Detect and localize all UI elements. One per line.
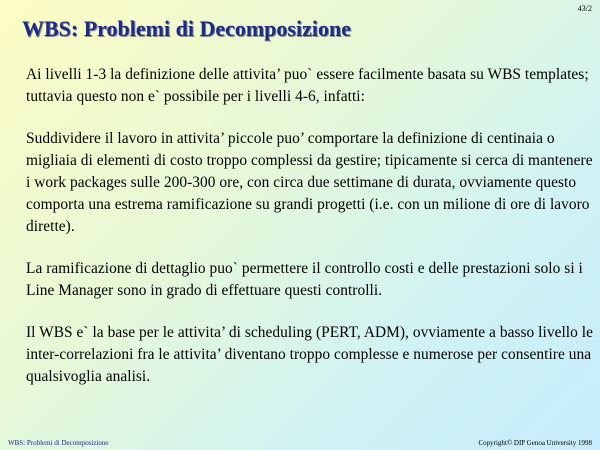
paragraph-intro: Ai livelli 1-3 la definizione delle attivita’ puo` essere facilmente basata su WBS templates; tuttavia questo non e` possibile per i livelli 4-6, infatti: bbox=[26, 66, 589, 105]
page-number: 43/2 bbox=[577, 4, 592, 13]
footer-title: WBS: Problemi di Decomposizione bbox=[8, 439, 109, 447]
slide-body bbox=[26, 64, 594, 408]
paragraph-work-packages: Suddividere il lavoro in attivita’ piccole puo’ comportare la definizione di centinaia o migliaia di elementi di costo troppo complessi da gestire; tipicamente si cerca di mantenere i work packages sulle 200-300 ore, con circa due settimane di durata, ovviamente questo comporta una estrema ramificazione su grandi progetti (i.e. con un milione di ore di lavoro dirette). bbox=[26, 130, 593, 235]
footer-copyright: Copyright© DIP Genoa University 1998 bbox=[478, 439, 592, 447]
paragraph-scheduling: Il WBS e` la base per le attivita’ di scheduling (PERT, ADM), ovviamente a basso livello le inter-correlazioni fra le attivita’ diventano troppo complesse e numerose per consentire una qualsivoglia analisi. bbox=[26, 324, 593, 385]
paragraph-cost-control: La ramificazione di dettaglio puo` permettere il controllo costi e delle prestazioni solo si i Line Manager sono in grado di effettuare questi controlli. bbox=[26, 260, 583, 299]
slide-title: WBS: Problemi di Decomposizione bbox=[22, 16, 351, 41]
